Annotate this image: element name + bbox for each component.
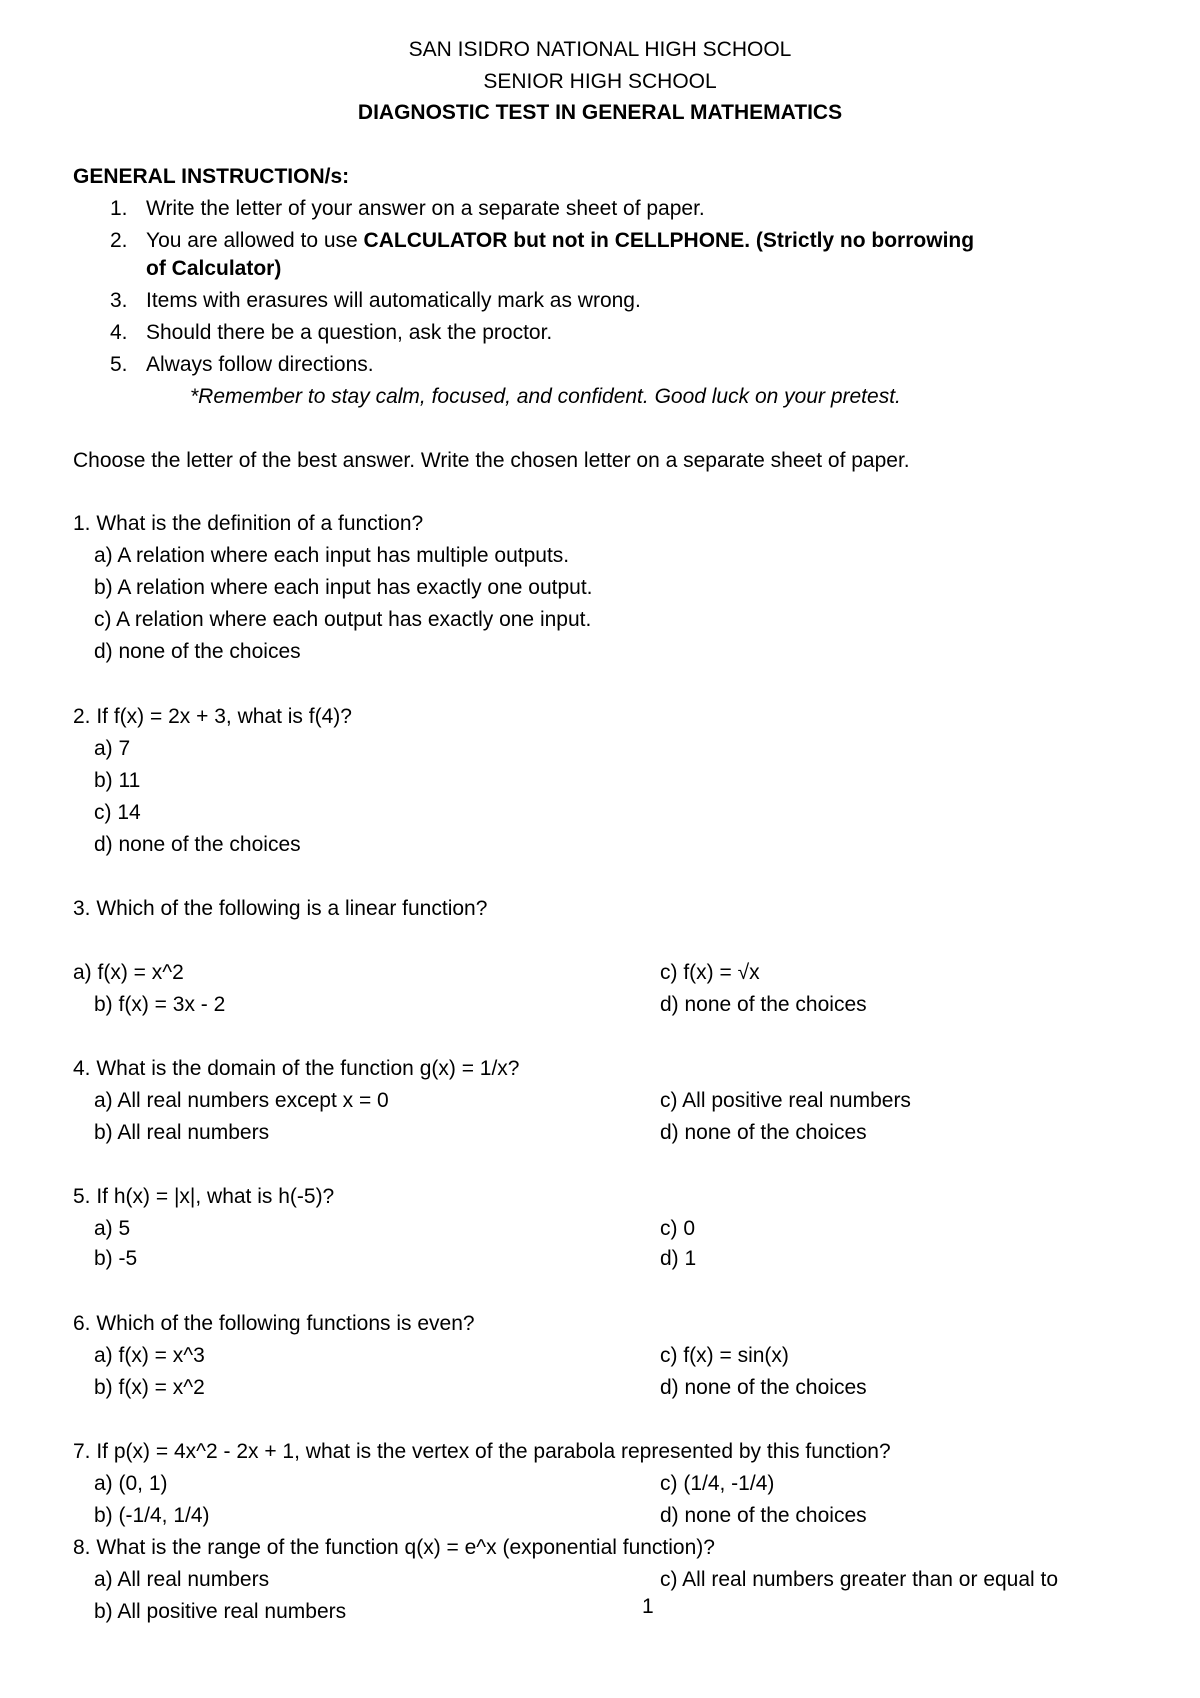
question-6: 6. Which of the following functions is even? [73, 1312, 475, 1335]
q8-option-b: b) All positive real numbers [94, 1600, 347, 1623]
q6-option-b: b) f(x) = x^2 [94, 1376, 205, 1399]
instruction-text: Items with erasures will automatically mark as wrong. [146, 289, 641, 312]
question-2: 2. If f(x) = 2x + 3, what is f(4)? [73, 705, 352, 728]
q2-option-c: c) 14 [94, 801, 141, 824]
instruction-text: Write the letter of your answer on a separate sheet of paper. [146, 197, 705, 220]
q2-option-d: d) none of the choices [94, 833, 301, 856]
instruction-text: Always follow directions. [146, 353, 374, 376]
q3-option-d: d) none of the choices [660, 993, 867, 1016]
instruction-number: 2. [110, 229, 128, 252]
q7-option-c: c) (1/4, -1/4) [660, 1472, 775, 1495]
q4-option-d: d) none of the choices [660, 1121, 867, 1144]
instruction-text [146, 228, 974, 254]
instruction-number: 4. [110, 321, 128, 344]
q7-option-a: a) (0, 1) [94, 1472, 168, 1495]
q2-option-a: a) 7 [94, 737, 131, 760]
question-5: 5. If h(x) = |x|, what is h(-5)? [73, 1185, 335, 1208]
q7-option-d: d) none of the choices [660, 1504, 867, 1527]
question-3: 3. Which of the following is a linear function? [73, 897, 488, 920]
q8-option-a: a) All real numbers [94, 1568, 270, 1591]
instruction-text-bold: CALCULATOR but not in CELLPHONE. (Strictly no borrowing [363, 229, 975, 252]
question-1: 1. What is the definition of a function? [73, 512, 424, 535]
q3-option-b: b) f(x) = 3x - 2 [94, 993, 226, 1016]
q6-option-c: c) f(x) = sin(x) [660, 1344, 789, 1367]
q5-option-c: c) 0 [660, 1217, 696, 1240]
q1-option-b: b) A relation where each input has exactly one output. [94, 576, 593, 599]
instruction-text-plain: You are allowed to use [146, 229, 364, 252]
q6-option-a: a) f(x) = x^3 [94, 1344, 205, 1367]
q2-option-b: b) 11 [94, 769, 141, 792]
q4-option-a: a) All real numbers except x = 0 [94, 1089, 389, 1112]
q1-option-d: d) none of the choices [94, 640, 301, 663]
q3-option-a: a) f(x) = x^2 [73, 961, 184, 984]
school-name: SAN ISIDRO NATIONAL HIGH SCHOOL [408, 38, 792, 61]
q5-option-a: a) 5 [94, 1217, 131, 1240]
q1-option-c: c) A relation where each output has exactly one input. [94, 608, 592, 631]
directions-text: Choose the letter of the best answer. Write the chosen letter on a separate sheet of paper. [73, 449, 910, 472]
q3-option-c: c) f(x) = √x [660, 961, 760, 984]
q5-option-d: d) 1 [660, 1247, 697, 1270]
instruction-number: 5. [110, 353, 128, 376]
instruction-number: 3. [110, 289, 128, 312]
instruction-text: Should there be a question, ask the proctor. [146, 321, 553, 344]
q8-option-c: c) All real numbers greater than or equal to [660, 1568, 1059, 1591]
q5-option-b: b) -5 [94, 1247, 138, 1270]
page-number: 1 [642, 1595, 654, 1618]
q1-option-a: a) A relation where each input has multiple outputs. [94, 544, 570, 567]
page-title: DIAGNOSTIC TEST IN GENERAL MATHEMATICS [357, 101, 843, 124]
instructions-heading: GENERAL INSTRUCTION/s: [73, 165, 350, 188]
q4-option-b: b) All real numbers [94, 1121, 270, 1144]
reminder-text: *Remember to stay calm, focused, and confident. Good luck on your pretest. [190, 385, 901, 408]
question-7: 7. If p(x) = 4x^2 - 2x + 1, what is the vertex of the parabola represented by this function? [73, 1440, 891, 1463]
instruction-number: 1. [110, 197, 128, 220]
q6-option-d: d) none of the choices [660, 1376, 867, 1399]
question-4: 4. What is the domain of the function g(x) = 1/x? [73, 1057, 520, 1080]
question-8: 8. What is the range of the function q(x) = e^x (exponential function)? [73, 1536, 715, 1559]
instruction-text-bold-continued: of Calculator) [146, 257, 282, 280]
department-name: SENIOR HIGH SCHOOL [483, 70, 717, 93]
q7-option-b: b) (-1/4, 1/4) [94, 1504, 210, 1527]
q4-option-c: c) All positive real numbers [660, 1089, 911, 1112]
